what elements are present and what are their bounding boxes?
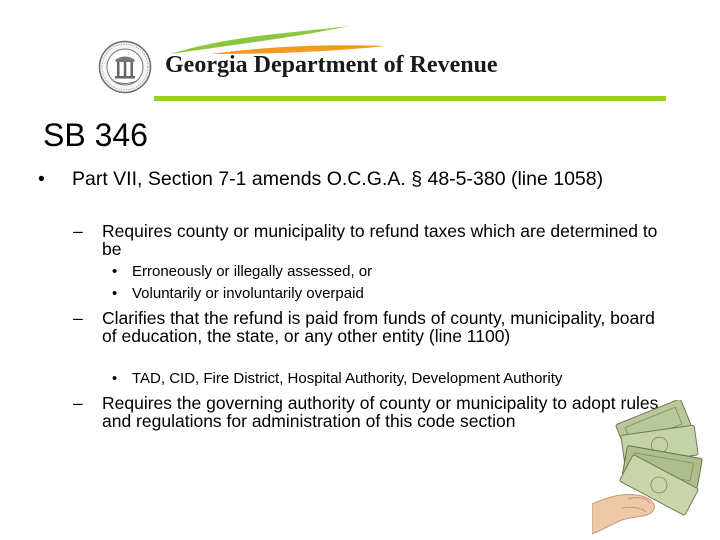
slide-title: SB 346 xyxy=(43,117,148,153)
hand-holding-money-icon xyxy=(592,400,720,536)
sub-bullet-item xyxy=(73,222,663,259)
sub-sub-bullet-text: Erroneously or illegally assessed, or xyxy=(132,263,373,280)
bullet-text: Part VII, Section 7-1 amends O.C.G.A. § 48-5-380 (line 1058) xyxy=(72,168,604,190)
sub-bullet-item xyxy=(73,394,663,431)
bullet-marker: • xyxy=(112,370,118,387)
bullet-marker: • xyxy=(112,285,118,302)
bullet-item xyxy=(38,169,678,189)
dash-marker: – xyxy=(73,393,83,413)
sub-bullet-text: Requires county or municipality to refund taxes which are determined to be xyxy=(102,221,658,260)
sub-sub-bullet-item xyxy=(112,286,672,302)
organization-name: Georgia Department of Revenue xyxy=(165,52,498,78)
sub-sub-bullet-item xyxy=(112,371,672,387)
bullet-marker: • xyxy=(112,263,118,280)
sub-bullet-text: Clarifies that the refund is paid from funds of county, municipality, board of education, the state, or any other entity (line 1100) xyxy=(102,308,655,347)
sub-sub-bullet-text: Voluntarily or involuntarily overpaid xyxy=(132,285,364,302)
dash-marker: – xyxy=(73,308,83,328)
sub-bullet-text: Requires the governing authority of county or municipality to adopt rules and regulations for administration of this code section xyxy=(102,393,659,432)
dash-marker: – xyxy=(73,221,83,241)
bullet-marker: • xyxy=(38,168,45,190)
sub-sub-bullet-item xyxy=(112,264,672,280)
sub-sub-bullet-text: TAD, CID, Fire District, Hospital Authority, Development Authority xyxy=(132,370,563,387)
sub-bullet-item xyxy=(73,309,663,346)
